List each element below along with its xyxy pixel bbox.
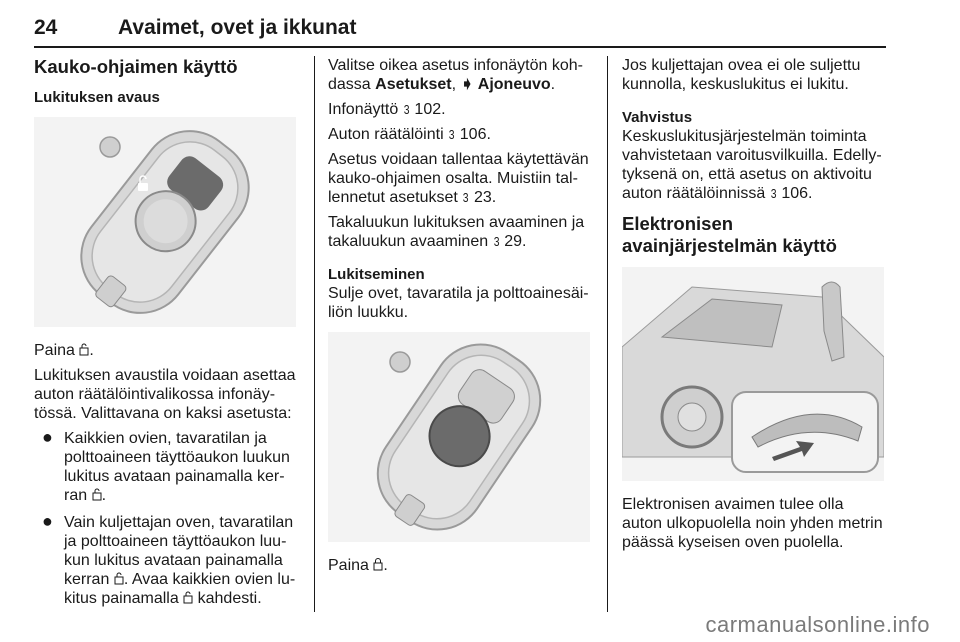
tailgate-paragraph: Takaluukun lukituksen avaaminen ja takaluukun avaaminen 3 29.	[328, 214, 585, 250]
menu-path-vehicle: Ajoneuvo	[473, 76, 551, 93]
arrow-icon: ➧	[460, 76, 474, 93]
locking-paragraph: Sulje ovet, tavaratila ja polttoainesäiliön luukku.	[328, 285, 589, 321]
car-door-handle-illustration	[622, 267, 884, 481]
subheading-unlocking: Lukituksen avaus	[34, 89, 160, 106]
unlock-icon	[92, 487, 102, 501]
lock-icon	[373, 557, 383, 571]
press-instruction-lock: Paina .	[328, 557, 388, 574]
reference-arrow-icon: 3	[403, 102, 410, 117]
subheading-confirmation: Vahvistus	[622, 109, 693, 126]
door-not-closed-paragraph: Jos kuljettajan ovea ei ole suljettu kunnolla, keskuslukitus ei lukitu.	[622, 57, 861, 93]
keyless-range-paragraph: Elektronisen avaimen tulee olla auton ulkopuolella noin yhden metrin päässä kyseisen oven puolella.	[622, 496, 883, 551]
unlock-icon	[114, 571, 124, 585]
unlock-icon	[183, 590, 193, 604]
column-divider-2	[607, 56, 608, 612]
column-3	[622, 56, 886, 552]
column-1	[34, 56, 302, 608]
unlock-icon	[79, 342, 89, 356]
list-item: ● Kaikkien ovien, tavaratilan ja polttoaineen täyttöaukon luukun lukitus avataan painamalla kerran .	[42, 427, 290, 504]
menu-path-settings: Asetukset	[375, 76, 452, 93]
chapter-title: Avaimet, ovet ja ikkunat	[118, 16, 357, 39]
key-fob-illustration-lock	[328, 332, 590, 542]
cross-reference-infodisplay: Infonäyttö 3 102.	[328, 101, 446, 118]
memorised-settings-paragraph: Asetus voidaan tallentaa käytettävän kauko-ohjaimen osalta. Muistiin tallennetut asetukset 3 23.	[328, 151, 589, 206]
unlock-setting-paragraph: Lukituksen avaustila voidaan asettaa auton räätälöintivalikossa infonäytössä. Valittavana on kaksi asetusta:	[34, 367, 296, 422]
cross-reference-personalisation: Auton räätälöinti 3 106.	[328, 126, 491, 143]
settings-path-paragraph: Valitse oikea asetus infonäytön kohdassa Asetukset, ➧ Ajoneuvo.	[328, 57, 583, 93]
press-instruction-unlock: Paina .	[34, 342, 94, 359]
page-number: 24	[34, 16, 58, 39]
reference-arrow-icon: 3	[448, 127, 455, 142]
column-2	[328, 56, 592, 575]
list-item: ● Vain kuljettajan oven, tavaratilan ja polttoaineen täyttöaukon luukun lukitus avataan painamalla kerran . Avaa kaikkien ovien lukitus painamalla kahdesti.	[42, 511, 296, 607]
confirmation-paragraph: Keskuslukitusjärjestelmän toiminta vahvistetaan varoitusvilkuilla. Edellytyksenä on, että asetus on aktivoitu auton räätälöinnissä 3 106.	[622, 128, 882, 202]
subheading-locking: Lukitseminen	[328, 266, 425, 283]
reference-arrow-icon: 3	[463, 190, 469, 205]
header-rule	[34, 46, 886, 48]
key-fob-illustration-unlock	[34, 117, 296, 327]
section-title-keyless: Elektronisen avainjärjestelmän käyttö	[622, 213, 837, 256]
page-header	[34, 16, 886, 46]
reference-arrow-icon: 3	[770, 186, 777, 201]
reference-arrow-icon: 3	[493, 234, 500, 249]
watermark: carmanualsonline.info	[705, 612, 930, 637]
column-divider-1	[314, 56, 315, 612]
section-title-remote: Kauko-ohjaimen käyttö	[34, 56, 238, 77]
